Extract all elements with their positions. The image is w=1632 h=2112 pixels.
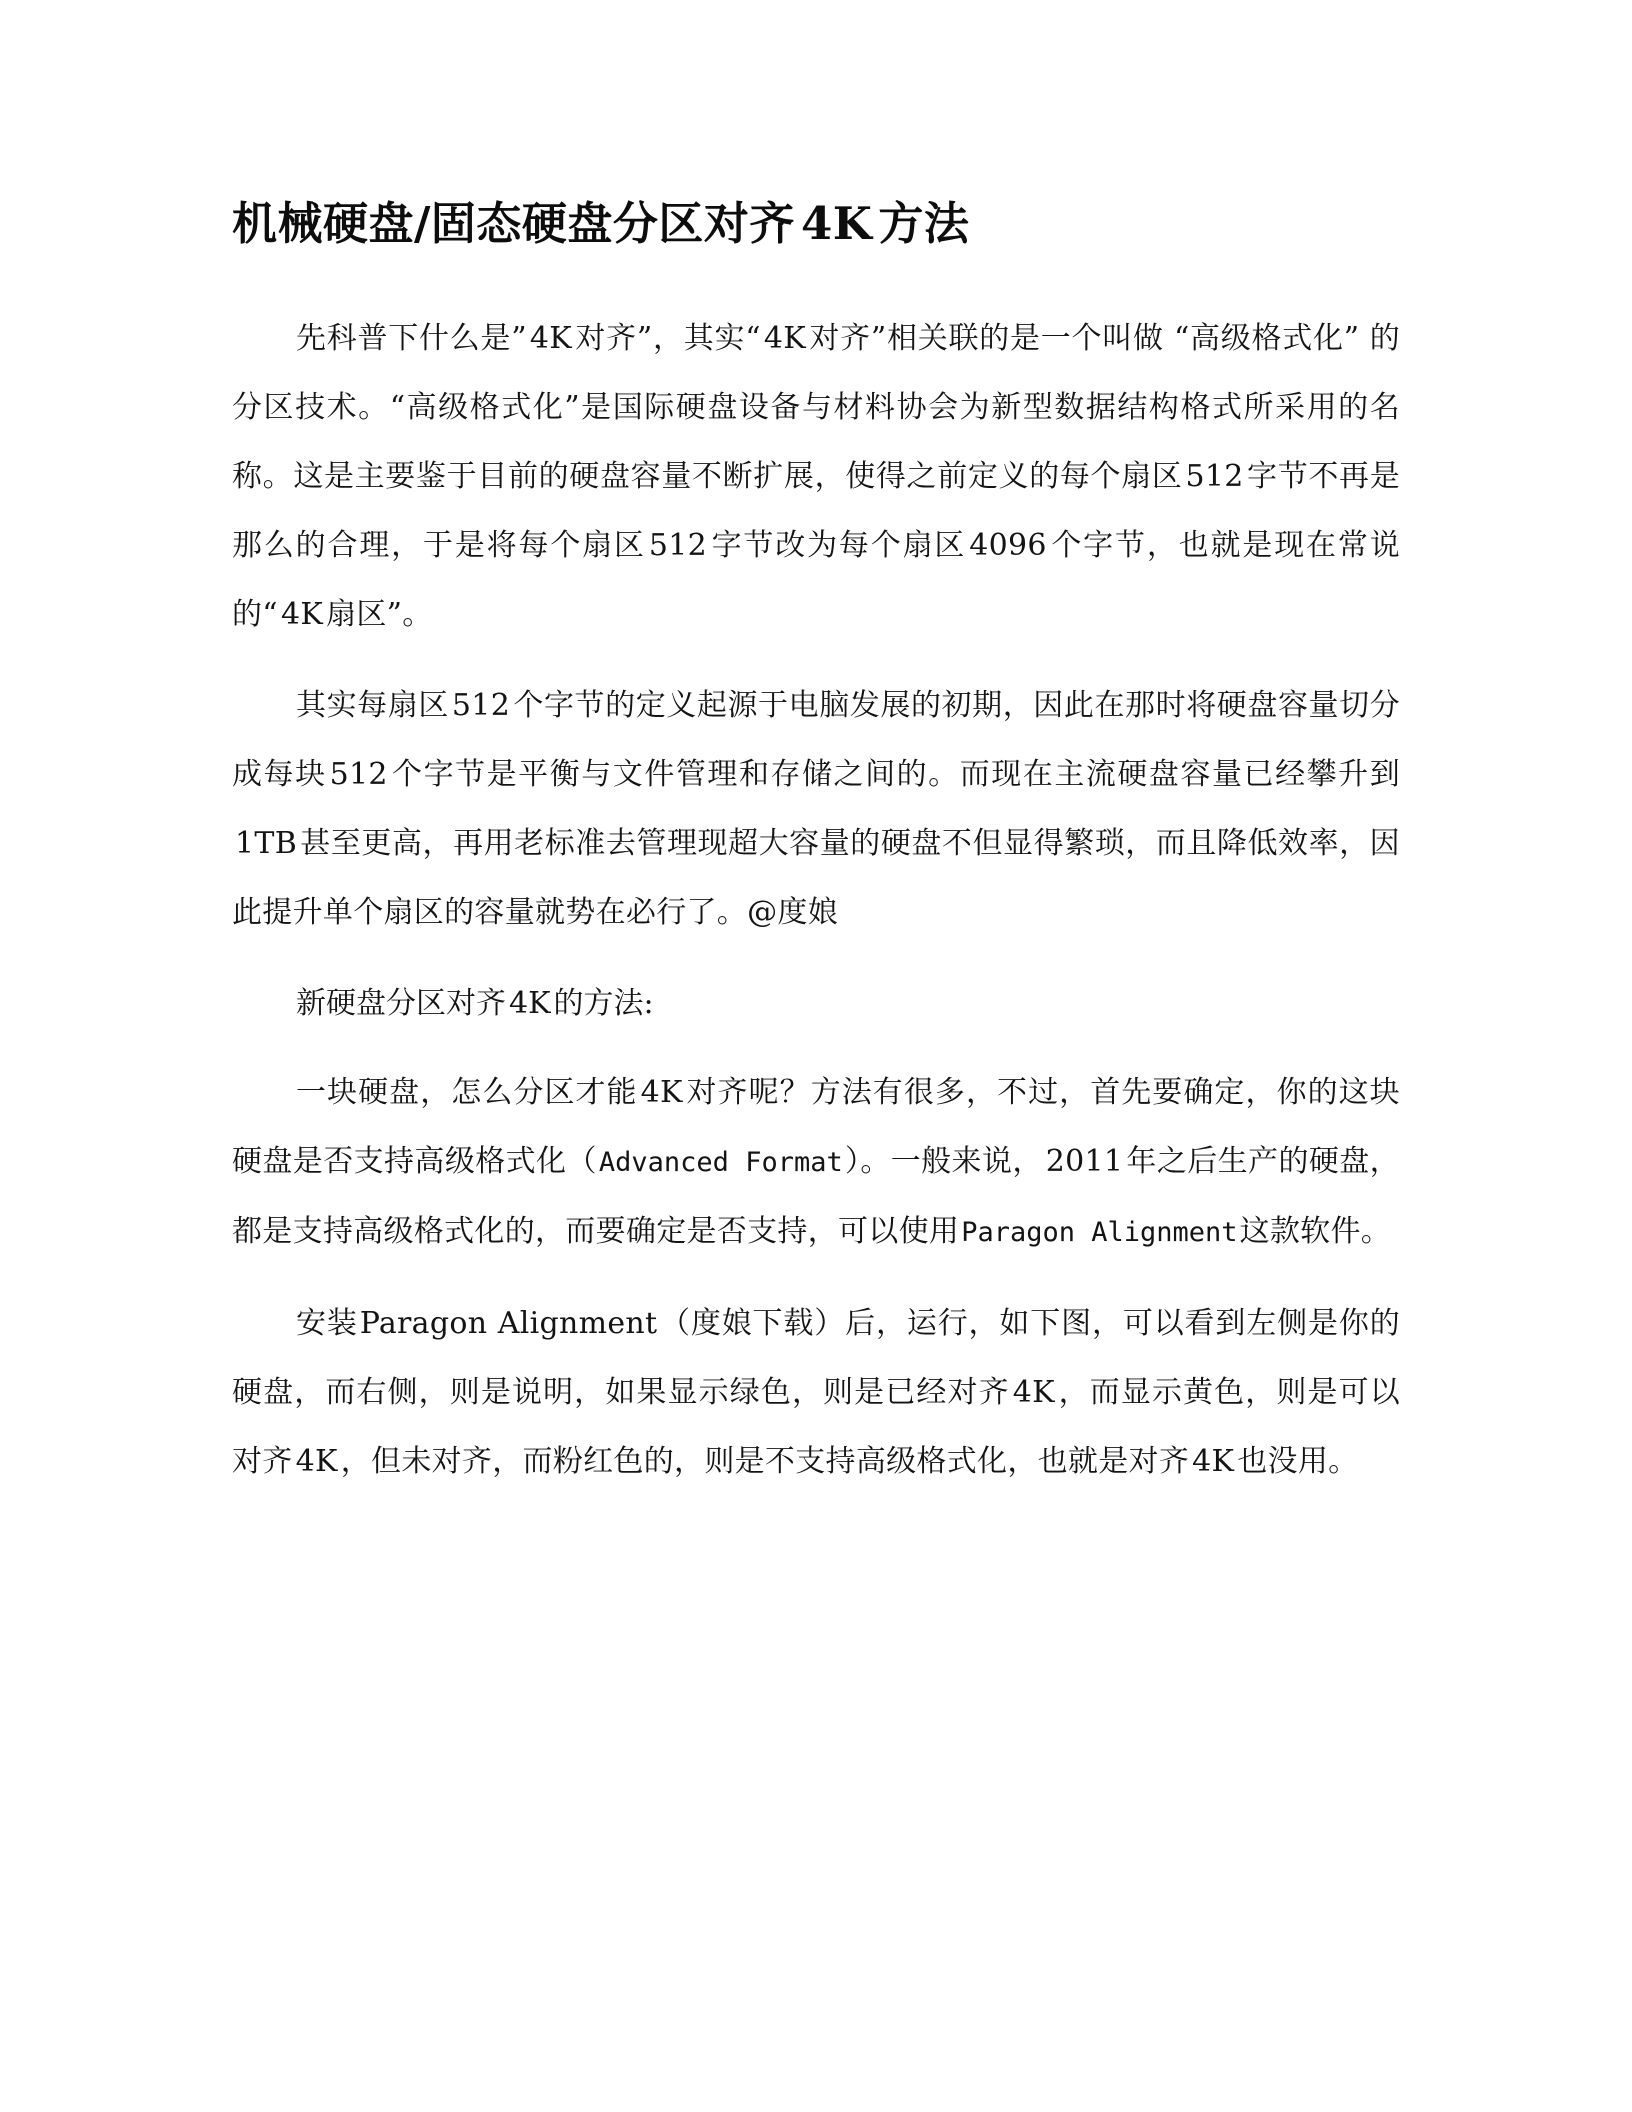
page-title-suffix: 方法 <box>878 197 970 250</box>
paragraph-install-and-run: 安装Paragon Alignment（度娘下载）后，运行，如下图，可以看到左侧是你的硬盘，而右侧，则是说明，如果显示绿色，则是已经对齐 4K ，而显示黄色，则是可以对齐 4K ，但未对齐，而粉红色的，则是不支持高级格式化，也就是对齐 4K 也没用。 <box>232 1306 1400 1480</box>
document-content <box>232 196 1400 1518</box>
paragraph-how-to-align: 一块硬盘，怎么分区才能 4K 对齐呢？方法有很多，不过，首先要确定，你的这块硬盘是否支持高级格式化（Advanced Format）。一般来说， 2011 年之后生产的硬盘，都是支持高级格式化的，而要确定是否支持，可以使用Paragon Alignment这款软件。 <box>232 1075 1400 1250</box>
paragraph-intro-4k-definition: 先科普下什么是” 4K 对齐”，其实“ 4K 对齐”相关联的是一个叫做 “高级格式化” 的分区技术。“高级格式化”是国际硬盘设备与材料协会为新型数据结构格式所采用的名称。这是主要鉴于目前的硬盘容量不断扩展，使得之前定义的每个扇区 512 字节不再是那么的合理，于是将每个扇区 512 字节改为每个扇区 4096 个字节，也就是现在常说的“ 4K 扇区”。 <box>232 321 1400 633</box>
inline-latin-run: 2011 <box>1045 1144 1124 1180</box>
inline-latin-run: 512 <box>329 757 388 793</box>
inline-latin-run: 4096 <box>969 528 1047 564</box>
inline-latin-run: 4K <box>509 986 551 1022</box>
page-title <box>232 196 1400 252</box>
paragraph-history-512-bytes: 其实每扇区 512 个字节的定义起源于电脑发展的初期，因此在那时将硬盘容量切分成每块 512 个字节是平衡与文件管理和存储之间的。而现在主流硬盘容量已经攀升到1TB 甚至更高，再用老标准去管理现超大容量的硬盘不但显得繁琐，而且降低效率，因此提升单个扇区的容量就势在必行了。@度娘 <box>232 688 1401 931</box>
inline-latin-run: 4K <box>763 321 806 357</box>
inline-latin-run: 4K <box>295 1444 338 1480</box>
inline-serif-name-run: Paragon Alignment <box>359 1306 658 1342</box>
inline-latin-run: 4K <box>529 321 572 357</box>
section-label-new-disk-method: 新硬盘分区对齐 4K 的方法: <box>296 986 654 1022</box>
inline-latin-run: 512 <box>648 528 708 564</box>
inline-mono-run: Paragon Alignment <box>961 1217 1238 1249</box>
inline-latin-run: 4K <box>1012 1375 1055 1411</box>
page-title-prefix: 机械硬盘/固态硬盘分区对齐 <box>232 197 795 250</box>
inline-latin-run: 1TB <box>235 826 298 862</box>
inline-latin-run: 4K <box>280 597 324 633</box>
page-title-latin: 4K <box>800 197 873 250</box>
inline-latin-run: 512 <box>1185 459 1244 495</box>
inline-latin-run: 512 <box>451 688 511 724</box>
inline-latin-run: 4K <box>1192 1444 1235 1480</box>
inline-mono-run: Advanced Format <box>598 1147 843 1179</box>
inline-latin-run: 4K <box>640 1075 683 1111</box>
